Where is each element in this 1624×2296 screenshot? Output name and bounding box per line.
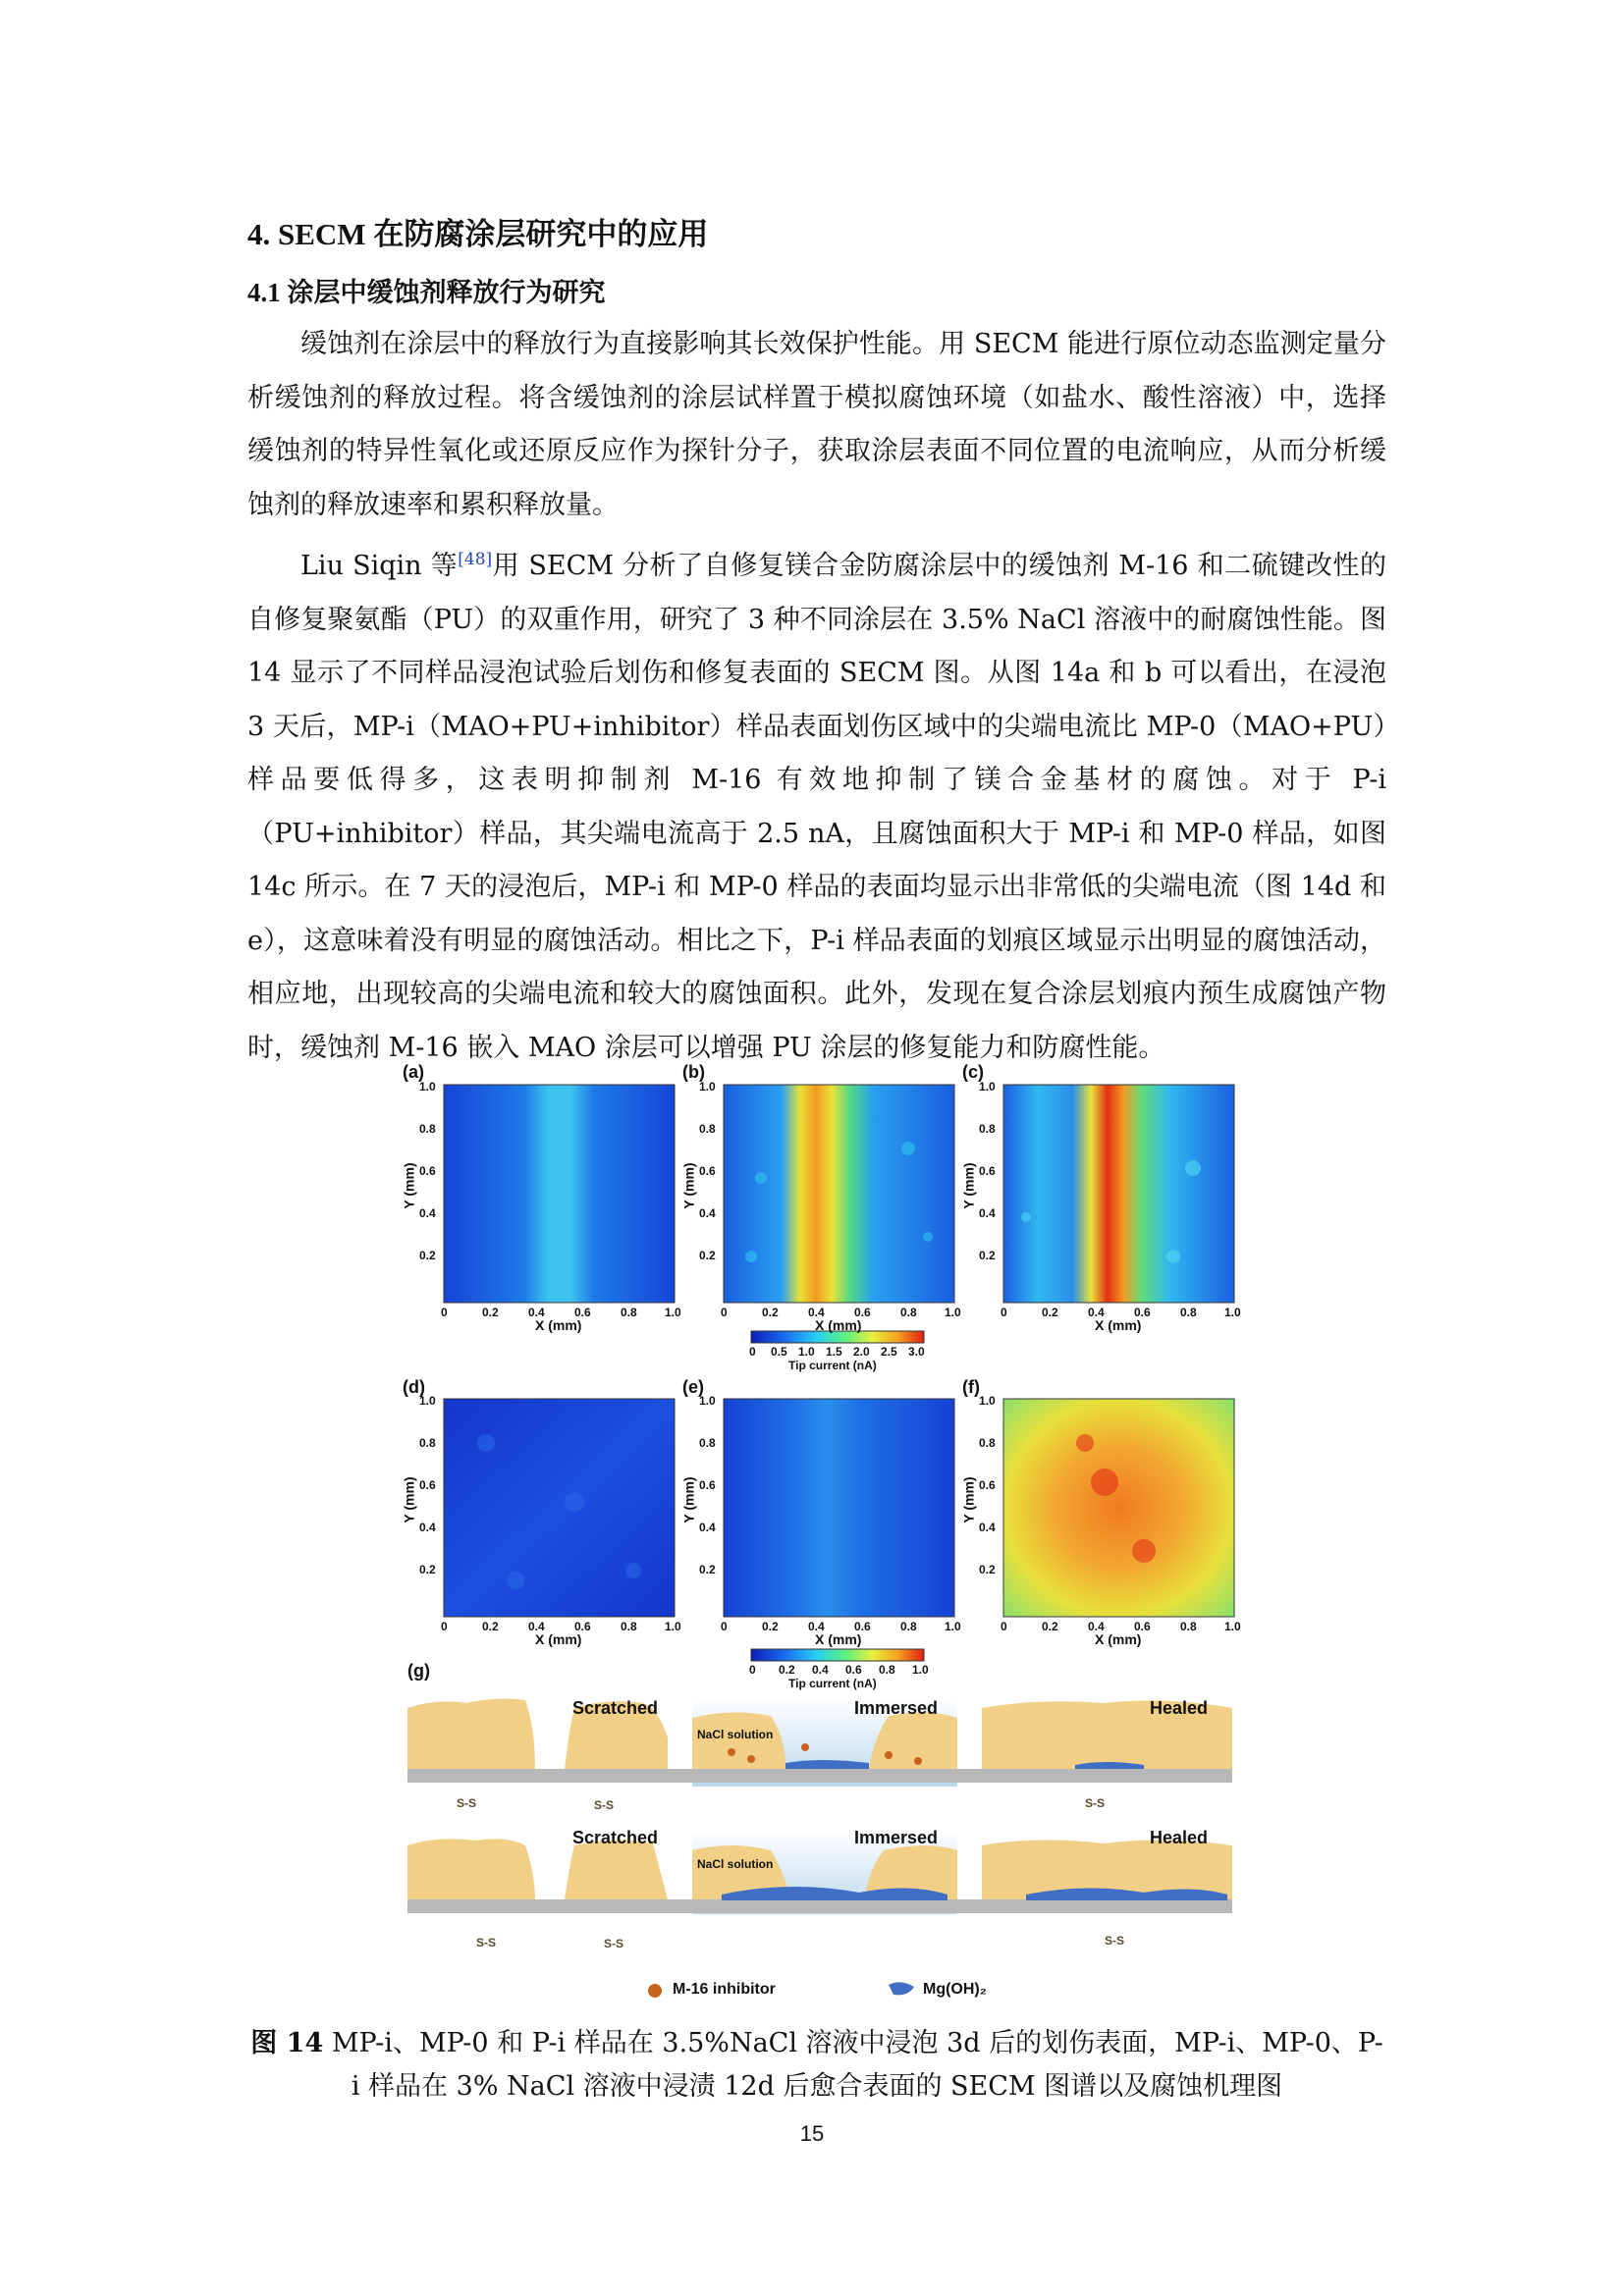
y-tick: 0.6: [979, 1478, 996, 1492]
y-tick: 0.6: [979, 1164, 996, 1178]
colorbar-2-label: Tip current (nA): [788, 1677, 877, 1690]
legend-inhibitor-marker: [648, 1984, 662, 1998]
scheme-title-immersed: Immersed: [854, 1698, 939, 1718]
legend-mgoh2-label: Mg(OH)₂: [923, 1981, 987, 1998]
y-tick: 0.4: [699, 1206, 716, 1220]
x-tick: 1.0: [1224, 1620, 1241, 1633]
panel-label-c: (c): [962, 1062, 984, 1082]
page-number: 15: [799, 2121, 825, 2146]
x-tick: 0.8: [1180, 1620, 1197, 1633]
colorbar-tick: 0: [749, 1345, 756, 1359]
panel-label-a: (a): [403, 1062, 424, 1082]
y-tick: 0.2: [699, 1249, 716, 1262]
y-tick: 0.2: [699, 1563, 716, 1576]
x-tick: 0: [441, 1620, 448, 1633]
x-tick: 0.8: [621, 1306, 637, 1319]
y-tick: 1.0: [699, 1394, 716, 1408]
x-tick: 0.6: [1134, 1306, 1151, 1319]
x-tick: 1.0: [665, 1620, 681, 1633]
y-tick: 0.8: [699, 1122, 716, 1136]
x-tick: 0.2: [1042, 1620, 1058, 1633]
colorbar-tick: 0.6: [845, 1663, 862, 1677]
x-tick: 0.8: [900, 1306, 917, 1319]
colorbar-tick: 1.5: [826, 1345, 842, 1359]
legend-mgoh2-marker: [889, 1982, 914, 1995]
y-tick: 0.6: [699, 1478, 716, 1492]
secm-map-e: [724, 1399, 954, 1617]
coating-right-3: [565, 1840, 668, 1899]
colorbar-1-label: Tip current (nA): [788, 1359, 877, 1372]
x-tick: 0.8: [900, 1620, 917, 1633]
secm-map-c: [1003, 1085, 1234, 1303]
secm-map-a: [444, 1085, 675, 1303]
panel-label-e: (e): [682, 1377, 704, 1397]
y-tick: 0.4: [419, 1521, 436, 1534]
paragraph-1: 缓蚀剂在涂层中的释放行为直接影响其长效保护性能。用 SECM 能进行原位动态监测定量分析缓蚀剂的释放过程。将含缓蚀剂的涂层试样置于模拟腐蚀环境（如盐水、酸性溶液）中，选择缓蚀剂的特异性氧化或还原反应作为探针分子，获取涂层表面不同位置的电流响应，从而分析缓蚀剂的释放速率和累积释放量。: [247, 329, 1386, 520]
colorbar-tick: 1.0: [912, 1663, 929, 1677]
x-tick: 0.2: [482, 1620, 499, 1633]
y-tick: 0.8: [419, 1122, 436, 1136]
y-tick: 1.0: [419, 1080, 436, 1094]
colorbar-tick: 0.2: [779, 1663, 795, 1677]
ss-label: S-S: [604, 1937, 624, 1950]
x-axis-label: X (mm): [1095, 1317, 1142, 1333]
figure-14: [398, 1060, 1242, 2004]
y-tick: 0.4: [979, 1521, 996, 1534]
y-tick: 0.2: [419, 1563, 436, 1576]
substrate-immersed-2: [692, 1899, 957, 1913]
ss-label: S-S: [1105, 1934, 1125, 1948]
x-tick: 0: [1001, 1620, 1007, 1633]
citation-link[interactable]: [48]: [458, 550, 493, 569]
scheme-title-immersed: Immersed: [854, 1828, 939, 1847]
x-tick: 0.6: [854, 1620, 871, 1633]
coating-left-3: [407, 1839, 535, 1899]
coating-left-1: [407, 1699, 535, 1769]
y-tick: 0.4: [979, 1206, 996, 1220]
x-tick: 0.4: [528, 1620, 545, 1633]
secm-map-f: [1003, 1399, 1234, 1617]
x-tick: 0.4: [1088, 1306, 1105, 1319]
colorbar-tick: 0.8: [879, 1663, 895, 1677]
x-tick: 0.4: [528, 1306, 545, 1319]
x-tick: 1.0: [945, 1306, 961, 1319]
figure-svg: [398, 1060, 1242, 2004]
paragraph-2: [247, 533, 1386, 1075]
x-tick: 0.2: [482, 1306, 499, 1319]
x-tick: 0.8: [621, 1620, 637, 1633]
section-heading: 4. SECM 在防腐涂层研究中的应用: [247, 217, 709, 251]
y-tick: 0.2: [979, 1563, 996, 1576]
subsection-heading: 4.1 涂层中缓蚀剂释放行为研究: [247, 278, 606, 307]
y-tick: 0.2: [419, 1249, 436, 1262]
x-axis-label: X (mm): [815, 1317, 862, 1333]
y-tick: 0.4: [419, 1206, 436, 1220]
panel-label-f: (f): [962, 1377, 980, 1397]
x-tick: 1.0: [665, 1306, 681, 1319]
caption-label: 图 14: [250, 2028, 324, 2058]
y-tick: 0.2: [979, 1249, 996, 1262]
y-tick: 0.6: [419, 1478, 436, 1492]
secm-map-d: [444, 1399, 675, 1617]
nacl-solution-label: NaCl solution: [697, 1857, 774, 1871]
y-tick: 0.6: [699, 1164, 716, 1178]
substrate-immersed-1: [692, 1769, 957, 1783]
x-tick: 0.6: [574, 1306, 591, 1319]
x-tick: 0: [441, 1306, 448, 1319]
panel-label-d: (d): [403, 1377, 425, 1397]
paragraph-2-lead: Liu Siqin 等: [300, 551, 459, 581]
x-tick: 0.6: [574, 1620, 591, 1633]
panel-label-g: (g): [407, 1661, 430, 1681]
secm-map-b: [724, 1085, 954, 1303]
y-axis-label: Y (mm): [680, 1476, 697, 1523]
x-tick: 0.8: [1180, 1306, 1197, 1319]
x-axis-label: X (mm): [535, 1317, 582, 1333]
x-tick: 0.2: [762, 1306, 779, 1319]
y-axis-label: Y (mm): [401, 1476, 417, 1523]
y-tick: 1.0: [979, 1080, 996, 1094]
x-axis-label: X (mm): [815, 1631, 862, 1647]
colorbar-2: [751, 1649, 924, 1661]
x-tick: 0.2: [762, 1620, 779, 1633]
y-tick: 0.8: [419, 1436, 436, 1450]
colorbar-tick: 0.4: [812, 1663, 829, 1677]
scheme-title-healed: Healed: [1150, 1828, 1209, 1847]
x-axis-label: X (mm): [1095, 1631, 1142, 1647]
ss-label: S-S: [476, 1936, 497, 1949]
x-tick: 0.2: [1042, 1306, 1058, 1319]
y-tick: 0.8: [699, 1436, 716, 1450]
x-axis-label: X (mm): [535, 1631, 582, 1647]
y-tick: 1.0: [979, 1394, 996, 1408]
x-tick: 0: [721, 1306, 728, 1319]
y-axis-label: Y (mm): [960, 1476, 977, 1523]
paragraph-2-body: 用 SECM 分析了自修复镁合金防腐涂层中的缓蚀剂 M-16 和二硫键改性的自修复聚氨酯（PU）的双重作用，研究了 3 种不同涂层在 3.5% NaCl 溶液中的耐腐蚀性能。图 14 显示了不同样品浸泡试验后划伤和修复表面的 SECM 图。从图 14a 和 b 可以看出，在浸泡 3 天后，MP-i（MAO+PU+inhibitor）样品表面划伤区域中的尖端电流比 MP-0（MAO+PU）样品要低得多，这表明抑制剂 M-16 有效地抑制了镁合金基材的腐蚀。对于 P-i（PU+inhibitor）样品，其尖端电流高于 2.5 nA，且腐蚀面积大于 MP-i 和 MP-0 样品，如图 14c 所示。在 7 天的浸泡后，MP-i 和 MP-0 样品的表面均显示出非常低的尖端电流（图 14d 和 e），这意味着没有明显的腐蚀活动。相比之下，P-i 样品表面的划痕区域显示出明显的腐蚀活动，相应地，出现较高的尖端电流和较大的腐蚀面积。此外，发现在复合涂层划痕内预生成腐蚀产物时，缓蚀剂 M-16 嵌入 MAO 涂层可以增强 PU 涂层的修复能力和防腐性能。: [247, 551, 1386, 1063]
x-tick: 1.0: [945, 1620, 961, 1633]
y-axis-label: Y (mm): [401, 1162, 417, 1209]
colorbar-tick: 3.0: [908, 1345, 925, 1359]
x-tick: 0.4: [808, 1306, 825, 1319]
scheme-title-healed: Healed: [1150, 1698, 1209, 1718]
colorbar-tick: 1.0: [798, 1345, 815, 1359]
y-tick: 0.6: [419, 1164, 436, 1178]
y-tick: 0.4: [699, 1521, 716, 1534]
x-tick: 0.6: [1134, 1620, 1151, 1633]
y-tick: 0.8: [979, 1122, 996, 1136]
x-tick: 0: [721, 1620, 728, 1633]
x-tick: 1.0: [1224, 1306, 1241, 1319]
colorbar-tick: 0.5: [771, 1345, 787, 1359]
x-tick: 0.4: [808, 1620, 825, 1633]
ss-label: S-S: [1085, 1796, 1106, 1810]
panel-label-b: (b): [682, 1062, 705, 1082]
ss-label: S-S: [457, 1796, 477, 1810]
y-tick: 1.0: [699, 1080, 716, 1094]
legend-inhibitor-label: M-16 inhibitor: [673, 1981, 776, 1998]
nacl-solution-label: NaCl solution: [697, 1728, 774, 1741]
x-tick: 0.6: [854, 1306, 871, 1319]
colorbar-tick: 2.5: [881, 1345, 897, 1359]
colorbar-tick: 2.0: [853, 1345, 870, 1359]
y-tick: 1.0: [419, 1394, 436, 1408]
x-tick: 0.4: [1088, 1620, 1105, 1633]
caption-text: MP-i、MP-0 和 P-i 样品在 3.5%NaCl 溶液中浸泡 3d 后的划伤表面，MP-i、MP-0、P-i 样品在 3% NaCl 溶液中浸渍 12d 后愈合表面的 SECM 图谱以及腐蚀机理图: [331, 2028, 1383, 2102]
scheme-title-scratched: Scratched: [572, 1828, 659, 1847]
x-tick: 0: [1001, 1306, 1007, 1319]
figure-caption: [247, 2022, 1386, 2109]
colorbar-tick: 0: [749, 1663, 756, 1677]
y-tick: 0.8: [979, 1436, 996, 1450]
scheme-title-scratched: Scratched: [572, 1698, 659, 1718]
y-axis-label: Y (mm): [680, 1162, 697, 1209]
ss-label: S-S: [594, 1798, 615, 1812]
y-axis-label: Y (mm): [960, 1162, 977, 1209]
